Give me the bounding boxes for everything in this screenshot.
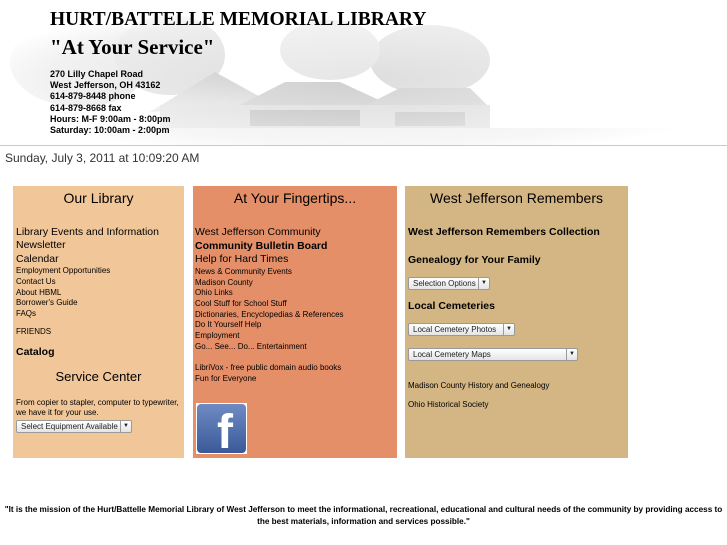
current-datetime: Sunday, July 3, 2011 at 10:09:20 AM: [5, 151, 200, 165]
service-center-heading: Service Center: [55, 369, 142, 384]
employment-opportunities-link[interactable]: Employment Opportunities: [16, 266, 111, 275]
cemetery-maps-select[interactable]: [408, 348, 578, 361]
address-phone: 614-879-8448 phone: [50, 91, 136, 102]
madison-county-history-link[interactable]: Madison County History and Genealogy: [408, 381, 550, 390]
address-fax: 614-879-8668 fax: [50, 102, 122, 113]
selection-select-value: Selection Options: [413, 279, 476, 288]
entertainment-link[interactable]: Go... See... Do... Entertainment: [195, 342, 307, 351]
ohio-historical-society-link[interactable]: Ohio Historical Society: [408, 400, 489, 409]
facebook-icon-letter: f: [217, 406, 233, 453]
genealogy-link[interactable]: Genealogy for Your Family: [408, 254, 541, 266]
mission-line1: "It is the mission of the Hurt/Battelle Memorial Library of West Jefferson to meet the informational, recreational, educational and cultural needs of the community by providing access to: [4, 505, 723, 514]
hours-saturday: Saturday: 10:00am - 2:00pm: [50, 124, 170, 135]
header-divider: [0, 145, 727, 146]
library-events-link[interactable]: Library Events and Information: [16, 226, 159, 238]
library-title: HURT/BATTELLE MEMORIAL LIBRARY: [50, 9, 427, 30]
remembers-heading: West Jefferson Remembers: [430, 190, 603, 206]
chevron-down-icon: ▼: [120, 421, 131, 432]
library-tagline: "At Your Service": [50, 35, 215, 59]
help-for-hard-times-link[interactable]: Help for Hard Times: [195, 253, 289, 265]
local-cemeteries-heading: Local Cemeteries: [408, 300, 495, 312]
west-jefferson-community-link[interactable]: West Jefferson Community: [195, 226, 321, 238]
cool-stuff-school-link[interactable]: Cool Stuff for School Stuff: [195, 299, 287, 308]
our-library-panel: [13, 186, 184, 458]
site-header: [0, 0, 727, 145]
fun-for-everyone-link[interactable]: Fun for Everyone: [195, 374, 257, 383]
equipment-select-value: Select Equipment Available: [21, 422, 118, 431]
ohio-links-link[interactable]: Ohio Links: [195, 288, 233, 297]
cemetery-photos-select[interactable]: [408, 323, 515, 336]
do-it-yourself-link[interactable]: Do It Yourself Help: [195, 320, 262, 329]
chevron-down-icon: ▼: [566, 349, 577, 360]
service-center-text-line2: we have it for your use.: [16, 408, 99, 417]
employment-link[interactable]: Employment: [195, 331, 240, 340]
news-community-events-link[interactable]: News & Community Events: [195, 267, 292, 276]
facebook-button[interactable]: [196, 403, 247, 454]
fingertips-heading: At Your Fingertips...: [233, 190, 357, 206]
chevron-down-icon: ▼: [503, 324, 514, 335]
chevron-down-icon: ▼: [478, 278, 489, 289]
contact-us-link[interactable]: Contact Us: [16, 277, 56, 286]
equipment-select[interactable]: [16, 420, 132, 433]
address-city: West Jefferson, OH 43162: [50, 80, 161, 91]
maps-select-value: Local Cemetery Maps: [413, 350, 491, 359]
at-your-fingertips-panel: [193, 186, 397, 458]
friends-link[interactable]: FRIENDS: [16, 327, 52, 336]
dictionaries-references-link[interactable]: Dictionaries, Encyclopedias & References: [195, 310, 344, 319]
librivox-link[interactable]: LibriVox - free public domain audio books: [195, 363, 342, 372]
library-address: [50, 69, 171, 136]
facebook-icon: [197, 404, 246, 453]
community-bulletin-board-link[interactable]: Community Bulletin Board: [195, 240, 328, 252]
catalog-link[interactable]: Catalog: [16, 346, 55, 358]
our-library-heading: Our Library: [63, 190, 134, 206]
newsletter-link[interactable]: Newsletter: [16, 239, 66, 251]
photos-select-value: Local Cemetery Photos: [413, 325, 497, 334]
address-street: 270 Lilly Chapel Road: [50, 69, 144, 79]
west-jefferson-remembers-panel: [405, 186, 628, 458]
service-center-text-line1: From copier to stapler, computer to typewriter,: [16, 398, 179, 407]
mission-line2: the best materials, information and services possible.": [257, 517, 470, 526]
hours-weekday: Hours: M-F 9:00am - 8:00pm: [50, 113, 171, 124]
about-hbml-link[interactable]: About HBML: [16, 288, 62, 297]
mission-statement: [0, 504, 727, 528]
borrowers-guide-link[interactable]: Borrower's Guide: [16, 298, 78, 307]
remembers-collection-link[interactable]: West Jefferson Remembers Collection: [408, 226, 600, 238]
faqs-link[interactable]: FAQs: [16, 309, 37, 318]
madison-county-link[interactable]: Madison County: [195, 278, 253, 287]
genealogy-selection-select[interactable]: [408, 277, 490, 290]
calendar-link[interactable]: Calendar: [16, 253, 59, 265]
